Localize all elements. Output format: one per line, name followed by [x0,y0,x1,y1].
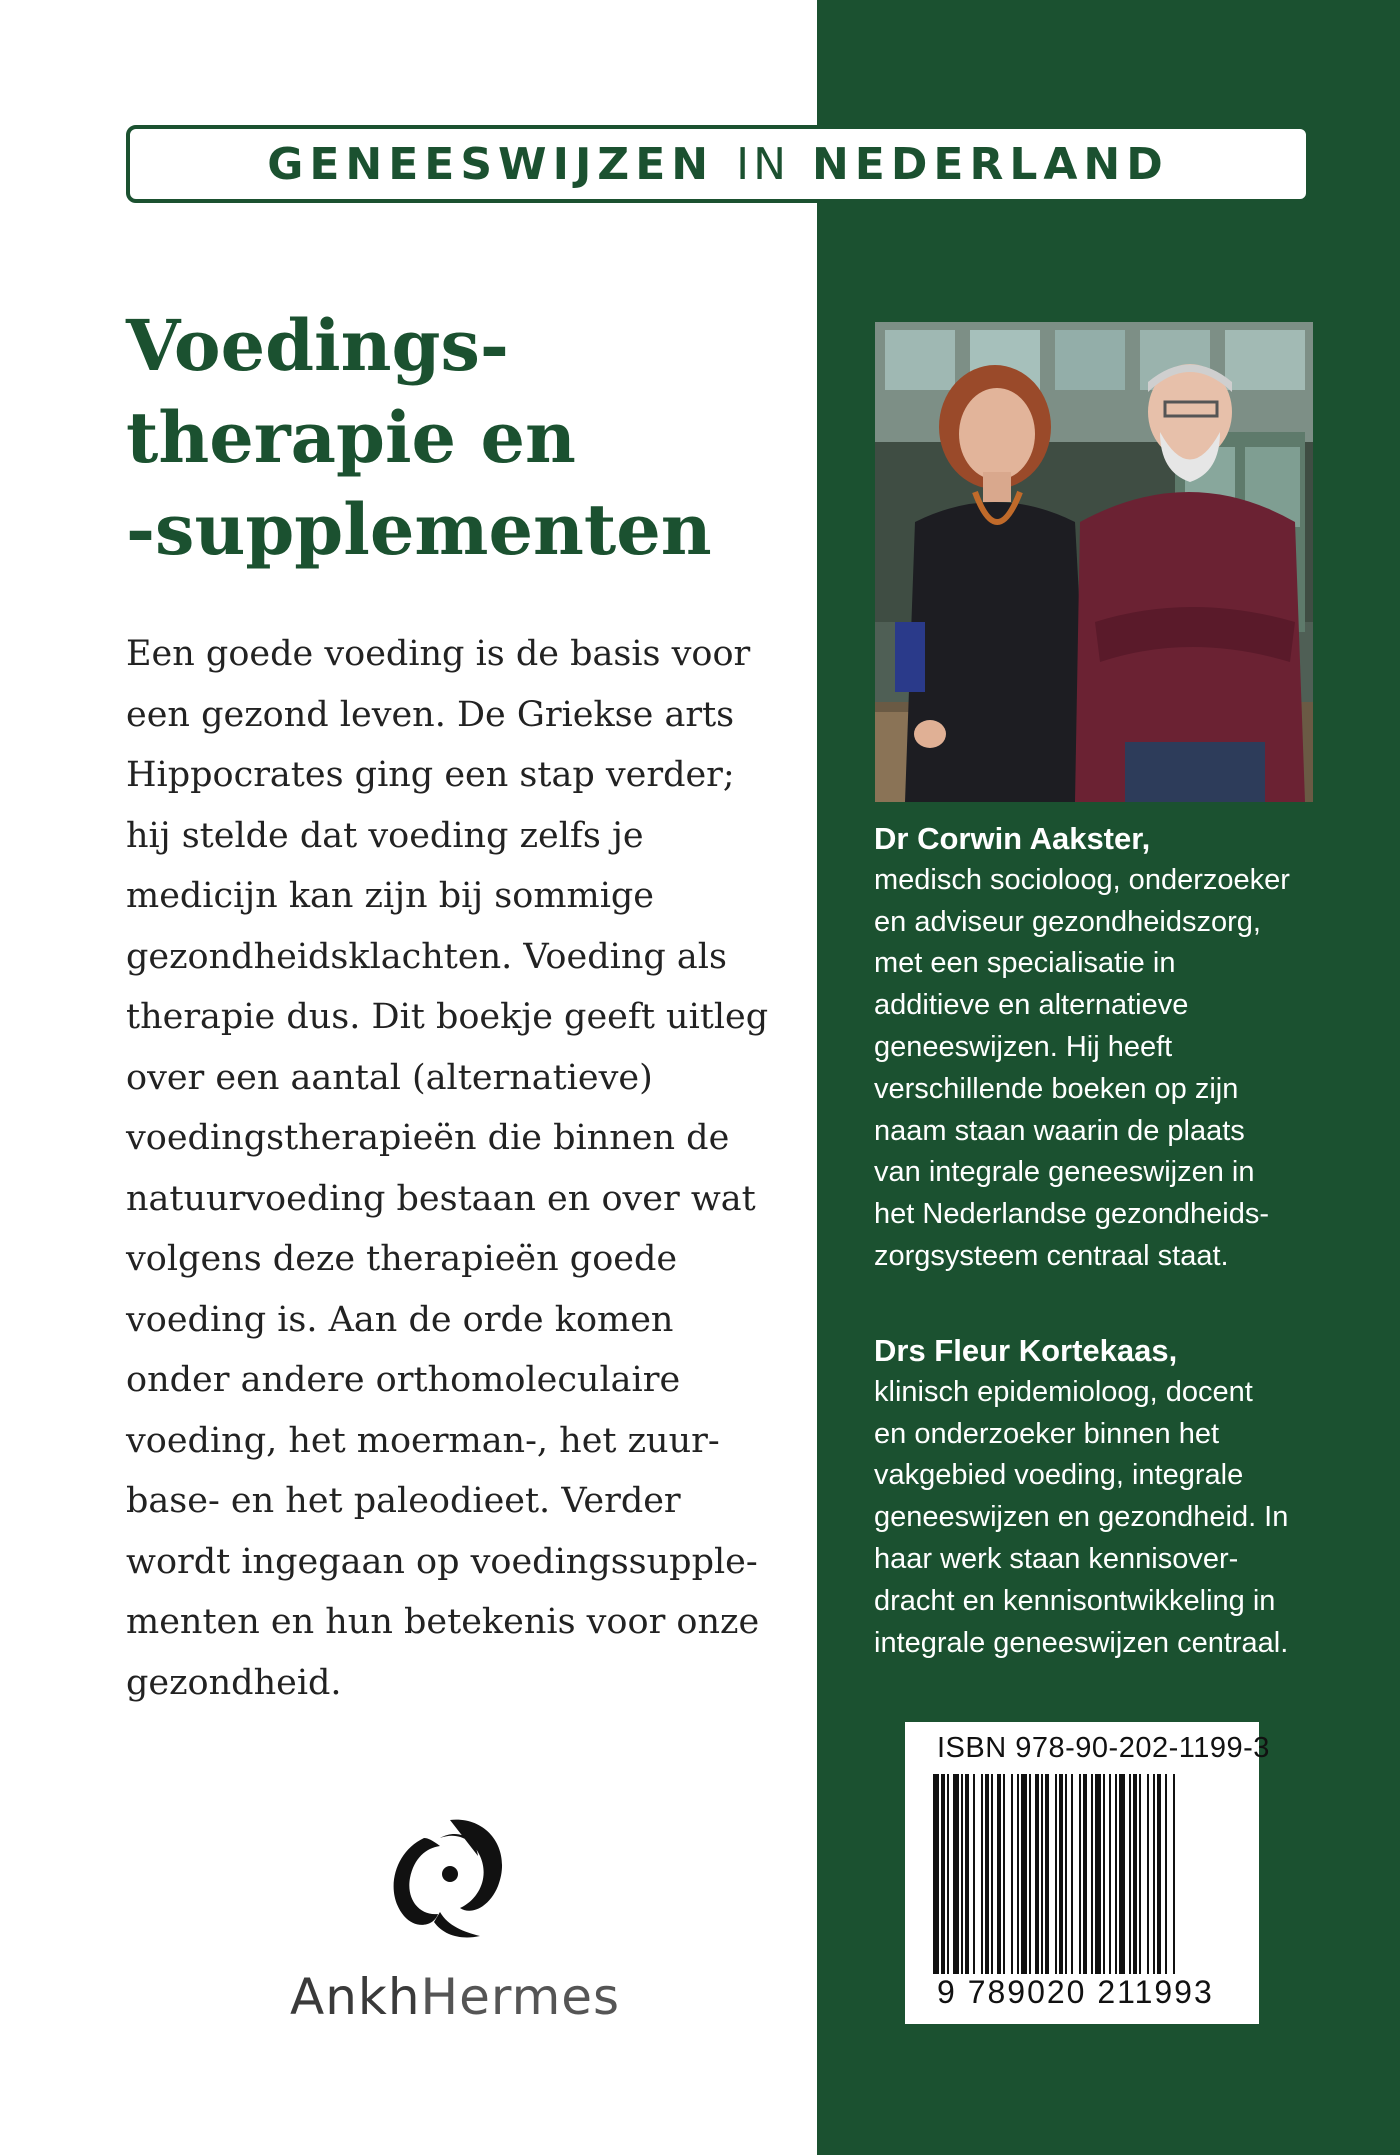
barcode-bar [991,1774,993,1984]
series-word-2: IN [736,138,790,190]
barcode-bar [1091,1774,1093,1984]
bio-line: medisch socioloog, onderzoeker [874,863,1290,896]
barcode-bar [1119,1774,1125,1984]
bio-line: het Nederlandse gezondheids- [874,1198,1269,1231]
author-bio-1 [874,818,1344,1278]
barcode-bar [1071,1774,1073,1984]
author-bio-2 [874,1330,1344,1664]
barcode-bar [1173,1774,1175,1984]
barcode-bar [953,1774,959,1984]
barcode-bar [1059,1774,1063,1984]
title-line: -supplementen [126,488,712,571]
bio-line: geneeswijzen en gezondheid. In [874,1501,1289,1534]
bio-line: dracht en kennisontwikkeling in [874,1584,1276,1617]
barcode-bar [1165,1774,1167,1984]
bio-line: met een specialisatie in [874,947,1176,980]
author-name: Drs Fleur Kortekaas, [874,1333,1178,1368]
barcode-bar [965,1774,969,1984]
barcode-bar [941,1774,945,1984]
isbn-label: ISBN 978-90-202-1199-3 [937,1732,1270,1764]
book-title [126,300,806,576]
blurb-line: Een goede voeding is de basis voor [126,634,751,674]
publisher-name [290,1968,620,2026]
barcode-bar [947,1774,949,1984]
barcode-bar [1133,1774,1137,1984]
bio-line: integrale geneeswijzen centraal. [874,1626,1289,1659]
barcode-bar [1003,1774,1005,1984]
blurb-line: base- en het paleodieet. Verder [126,1481,681,1521]
barcode-bar [985,1774,989,1984]
bio-line: additieve en alternatieve [874,989,1189,1022]
barcode-bar [1055,1774,1057,1984]
bio-line: van integrale geneeswijzen in [874,1156,1255,1189]
bio-line: naam staan waarin de plaats [874,1114,1245,1147]
barcode-bar [1011,1774,1013,1984]
blurb-text [126,624,806,1713]
blurb-line: gezondheidsklachten. Voeding als [126,936,727,977]
blurb-line: volgens deze therapieën goede [126,1239,678,1279]
bio-line: vakgebied voeding, integrale [874,1459,1244,1492]
barcode-bar [1103,1774,1105,1984]
bio-line: klinisch epidemioloog, docent [874,1375,1253,1408]
bio-line: haar werk staan kennisover- [874,1542,1239,1575]
barcode-bar [1017,1774,1019,1984]
bio-line: verschillende boeken op zijn [874,1072,1239,1105]
blurb-line: natuurvoeding bestaan en over wat [126,1178,756,1219]
barcode-bar [1153,1774,1155,1984]
barcode-bar [1083,1774,1087,1984]
barcode-bar [1109,1774,1111,1984]
barcode-bar [933,1774,939,1984]
barcode-bar [1035,1774,1039,1984]
barcode-digits: 9 789020 211993 [933,1974,1241,2011]
barcode-bar [1079,1774,1081,1984]
barcode-bar [1041,1774,1043,1984]
bio-line: en adviseur gezondheidszorg, [874,905,1261,938]
series-banner [126,125,1310,203]
barcode-bar [1029,1774,1031,1984]
series-word-1: GENEESWIJZEN [267,138,715,190]
barcode-bar [961,1774,963,1984]
barcode-bar [1147,1774,1149,1984]
blurb-line: Hippocrates ging een stap verder; [126,755,735,795]
blurb-line: medicijn kan zijn bij sommige [126,876,655,916]
blurb-line: voeding, het moerman-, het zuur- [126,1420,720,1461]
blurb-line: over een aantal (alternatieve) [126,1057,653,1098]
blurb-line: onder andere orthomoleculaire [126,1360,681,1400]
barcode-bar [1115,1774,1117,1984]
author-photo [875,322,1313,802]
bio-line: geneeswijzen. Hij heeft [874,1030,1173,1063]
barcode-bar [1065,1774,1067,1984]
title-line: therapie en [126,396,576,479]
barcode-bar [1139,1774,1141,1984]
barcode-bar [997,1774,1001,1984]
ankhhermes-logo-icon [380,1808,520,1958]
blurb-line: menten en hun betekenis voor onze [126,1602,760,1642]
author-name: Dr Corwin Aakster, [874,821,1151,856]
bio-line: en onderzoeker binnen het [874,1417,1220,1450]
blurb-line: een gezond leven. De Griekse arts [126,694,735,735]
barcode-bar [1129,1774,1131,1984]
publisher-name-part1: Ankh [290,1968,421,2026]
blurb-line: voedingstherapieën die binnen de [126,1118,730,1158]
barcode-bar [1157,1774,1161,1984]
blurb-line: wordt ingegaan op voedingssupple- [126,1541,758,1582]
bio-line: zorgsysteem centraal staat. [874,1239,1229,1272]
blurb-line: hij stelde dat voeding zelfs je [126,815,644,856]
title-line: Voedings- [126,304,509,387]
publisher-name-part2: Hermes [420,1968,621,2026]
barcode-bar [1095,1774,1101,1984]
barcode-bar [981,1774,983,1984]
blurb-line: therapie dus. Dit boekje geeft uitleg [126,997,769,1037]
series-word-3: NEDERLAND [811,138,1169,190]
blurb-line: voeding is. Aan de orde komen [126,1299,674,1340]
barcode-bar [973,1774,975,1984]
barcode-bars [933,1774,1233,1984]
isbn-barcode [905,1722,1270,2024]
blurb-line: gezondheid. [126,1662,342,1703]
barcode-bar [1021,1774,1027,1984]
barcode-bar [1045,1774,1049,1984]
